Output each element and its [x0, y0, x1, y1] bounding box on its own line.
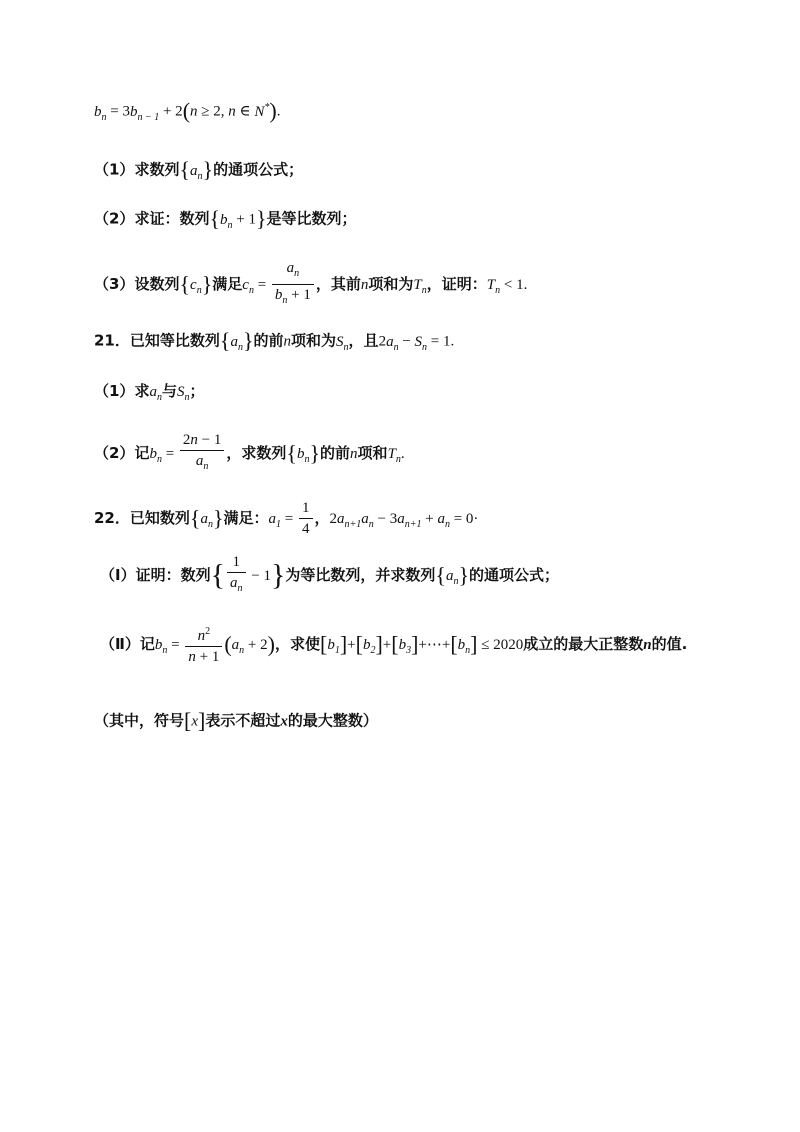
label-roman-2: （Ⅱ）	[100, 635, 140, 653]
part-20-3: （3）设数列$\{c_n\}$满足$c_n$ = $\frac{a_n}{b_n + 1}$ ，其前n项和为$T_n$，证明：$T_n < 1$.	[94, 258, 527, 311]
fraction-a1: $\frac{1}{4}$	[299, 498, 313, 539]
part-20-2: （2）求证：数列$\{b_n + 1\}$是等比数列；	[94, 206, 357, 231]
part-20-1: （1）求数列$\{a_n\}$的通项公式；	[94, 157, 304, 182]
part-21-1: （1）求$a_n$与$S_n$；	[94, 382, 205, 403]
question-21: 21．已知等比数列$\{a_n\}$的前n项和为$S_n$，且$2a_n - S_n = 1$.	[94, 328, 455, 353]
label-3: （3）	[94, 275, 135, 293]
part-21-2: （2）记$b_n$ = $\frac{2n - 1}{a_n}$ ，求数列$\{b_n\}$的前n项和$T_n$.	[94, 430, 405, 477]
fraction-inv-an: $\frac{1}{a_n}$	[227, 552, 246, 599]
fraction-cn: $\frac{a_n}{b_n + 1}$	[272, 258, 314, 311]
fraction-bn: $\frac{2n - 1}{a_n}$	[180, 430, 224, 477]
label-21: 21．	[94, 331, 130, 350]
question-22: 22．已知数列$\{a_n\}$满足：$a_1$ = $\frac{1}{4}$ ，$2a_{n+1}a_n - 3a_{n+1} + a_n = 0\cdot$	[94, 500, 479, 537]
label-roman-1: （Ⅰ）	[100, 566, 136, 584]
recurrence-line: $b_n = 3b_{n - 1} + 2(n \ge 2$, n ∈ N*).	[94, 98, 281, 123]
note-line: （其中，符号[x]表示不超过x的最大整数）	[94, 708, 378, 733]
label-1: （1）	[94, 160, 135, 179]
part-22-1: （Ⅰ）证明：数列{ $\frac{1}{a_n}$ − 1}为等比数列，并求数列$\{a_n\}$的通项公式；	[100, 552, 559, 599]
label-22: 22．	[94, 509, 130, 527]
fraction-n2: $\frac{n^2}{n + 1}$	[185, 622, 222, 667]
part-22-2: （Ⅱ）记$b_n$ = $\frac{n^2}{n + 1}$ $(a_n + 2)$，求使$[b_1]+[b_2]+[b_3]+\cdots+[b_n] \le 2020$成立的最大正整数n的值.	[100, 622, 687, 667]
label-2: （2）	[94, 209, 135, 228]
